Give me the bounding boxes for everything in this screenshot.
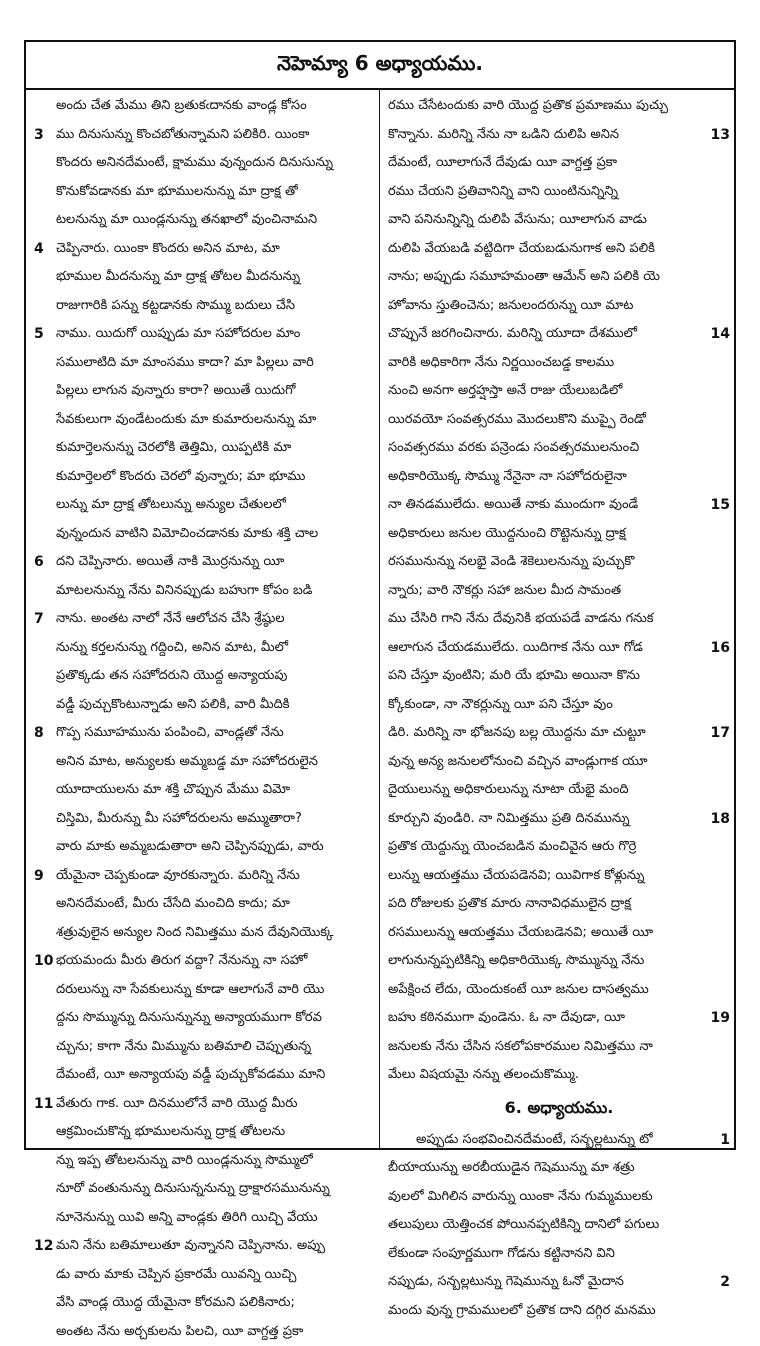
line-text: అంతట నేను అర్చకులను పిలచి, యీ వాగ్దత్త ప్రకా xyxy=(56,1324,303,1339)
line-text: యూదాయులను మా శక్తి చొప్పున మేము విమో xyxy=(56,782,290,797)
text-line xyxy=(34,1261,370,1290)
line-text: వేతురు గాక. యీ దినములోనే వారి యొద్ద మీరు xyxy=(56,1096,297,1111)
line-text: అధికారులు జనుల యొద్దనుంచి రొట్టెనున్ను ద్రాక్ష xyxy=(388,526,626,541)
line-text: లాగునున్నప్పటికిన్ని అధికారియొక్క సొమ్మున్ను నేను xyxy=(388,953,644,968)
verse-number: 1 xyxy=(720,1126,730,1155)
line-text: అధికారియొక్క సొమ్ము నేనైనా నా సహోదరులైనా xyxy=(388,469,627,484)
text-line xyxy=(34,377,370,406)
line-text: వున్న అన్య జనులలోనుంచి వచ్చిన వాండ్లుగాక యూ xyxy=(388,754,648,769)
verse-number: 8 xyxy=(34,719,44,748)
line-text: సములాటిది మా మాంసము కాదా? మా పిల్లలు వారి xyxy=(56,355,314,370)
text-line xyxy=(388,605,730,634)
text-line xyxy=(388,548,730,577)
text-line xyxy=(34,833,370,862)
verse-number: 5 xyxy=(34,320,44,349)
text-line xyxy=(388,1061,730,1090)
line-text: రాజుగారికి పన్ను కట్టడానకు సొమ్ము బదులు చేసి xyxy=(56,298,295,313)
verse-number: 19 xyxy=(711,1004,730,1033)
scripture-page xyxy=(24,40,736,1150)
line-text: శత్రువులైన అన్యుల నింద నిమిత్తము మన దేవునియొక్క xyxy=(56,925,333,940)
right-column xyxy=(388,92,730,1140)
text-line xyxy=(388,463,730,492)
line-text: అప్పుడు సంభవించినదేమంటే, సన్బల్లటున్ను టో xyxy=(416,1132,653,1147)
line-text: న్ను ఇప్ప తోటలనున్ను వారి యిండ్లనున్ను సొమ్ములో xyxy=(56,1153,313,1168)
text-line xyxy=(388,719,730,748)
text-line xyxy=(34,662,370,691)
text-line xyxy=(388,178,730,207)
text-line xyxy=(34,548,370,577)
text-line xyxy=(34,121,370,150)
line-text: దని చెప్పినారు. అయితే నాకి మొర్రనున్ను యీ xyxy=(56,554,284,569)
line-text: చెప్పినారు. యింకా కొందరు అనిన మాట, మా xyxy=(56,241,280,256)
line-text: నా తినడములేదు. అయితే నాకు ముందుగా వుండే xyxy=(388,497,638,512)
verse-number: 11 xyxy=(34,1090,53,1119)
verse-number: 10 xyxy=(34,947,53,976)
line-text: యిరవయో సంవత్సరము మొదలుకొని ముప్పై రెండో xyxy=(388,412,646,427)
text-line xyxy=(34,776,370,805)
text-line xyxy=(388,776,730,805)
text-line xyxy=(388,434,730,463)
line-text: భయమందు మీరు తిరుగ వద్దా? నేనున్ను నా సహో xyxy=(56,953,307,968)
line-text: నూనెనున్ను యివి అన్ని వాండ్లకు తిరిగి యిచ్చి వేయు xyxy=(56,1210,318,1225)
text-line xyxy=(388,577,730,606)
text-line xyxy=(34,605,370,634)
text-line xyxy=(388,862,730,891)
text-line xyxy=(388,92,730,121)
line-text: నాము. యిదుగో యిప్పుడు మా సహోదరుల మాం xyxy=(56,326,300,341)
text-line xyxy=(388,406,730,435)
line-text: బీయాయున్ను అరబీయుడైన గెషెమున్ను మా శత్రు xyxy=(388,1160,635,1175)
line-text: బహు కఠినముగా వుండెను. ఓ నా దేవుడా, యీ xyxy=(388,1010,625,1025)
section-heading xyxy=(388,1090,730,1126)
line-text: వున్నందున వాటిని విమోచించడానకు మాకు శక్తి చాల xyxy=(56,526,318,541)
line-text: నున్ను కర్తలనున్ను గద్దించి, అనిన మాట, మీలో xyxy=(56,640,288,655)
verse-number: 2 xyxy=(720,1268,730,1297)
line-text: ప్రతొక్కడు తన సహోదరుని యొద్ద అన్యాయపు xyxy=(56,668,287,683)
text-line xyxy=(388,1033,730,1062)
text-line xyxy=(34,463,370,492)
verse-number: 3 xyxy=(34,121,44,150)
line-text: వాని పనినున్నిన్ని దులిపి వేసును; యీలాగున వాడు xyxy=(388,212,647,227)
line-text: నప్పుడు, సన్బల్లటున్ను గెషెమున్ను ఓనో మైదాన xyxy=(388,1274,624,1289)
verse-number: 15 xyxy=(711,491,730,520)
verse-number: 7 xyxy=(34,605,44,634)
text-line xyxy=(388,206,730,235)
text-line xyxy=(34,320,370,349)
line-text: రము చేసేటందుకు వారి యొద్ద ప్రతొక ప్రమాణము పుచ్చు xyxy=(388,98,668,113)
line-text: డు వారు మాకు చెప్పిన ప్రకారమే యివన్ని యిచ్చి xyxy=(56,1267,296,1282)
text-line xyxy=(34,292,370,321)
verse-number: 6 xyxy=(34,548,44,577)
line-text: క్కోకుండా, నా నౌకర్లున్ను యీ పని చేస్తూ వుం xyxy=(388,697,613,712)
text-line xyxy=(388,377,730,406)
line-text: టలనున్ను మా యిండ్లనున్ను తనఖాలో వుంచినామని xyxy=(56,212,317,227)
line-text: మని నేను బతిమాలుతూ వున్నానని చెప్పినాను. అప్పు xyxy=(56,1238,325,1253)
text-line xyxy=(388,235,730,264)
line-text: నాను. అంతట నాలో నేనే ఆలోచన చేసి శ్రేష్ఠుల xyxy=(56,611,285,626)
text-line xyxy=(34,263,370,292)
line-text: పిల్లలు లాగున వున్నారు కారా? అయితే యిదుగో xyxy=(56,383,295,398)
text-line xyxy=(388,1268,730,1297)
text-line xyxy=(388,919,730,948)
line-text: లేకుండా సంపూర్ణముగా గోడను కట్టినానని విని xyxy=(388,1246,615,1261)
line-text: కూర్చుని వుండిరి. నా నిమిత్తము ప్రతి దినమున్ను xyxy=(388,811,629,826)
line-text: ప్రతొక యెద్దున్ను యెంచబడిన మంచివైన ఆరు గొర్రె xyxy=(388,839,636,854)
line-text: వడ్డీ పుచ్చుకొంటున్నాడు అని పలికి, వారి మీదికి xyxy=(56,697,290,712)
text-line xyxy=(34,805,370,834)
text-line xyxy=(34,178,370,207)
line-text: ఆక్రమించుకొన్న భూములనున్ను ద్రాక్ష తోటలను xyxy=(56,1124,285,1139)
text-line xyxy=(34,577,370,606)
text-line xyxy=(388,634,730,663)
text-line xyxy=(34,976,370,1005)
verse-number: 9 xyxy=(34,862,44,891)
line-text: వారు మాకు అమ్మబడుతారా అని చెప్పినప్పుడు, వారు xyxy=(56,839,324,854)
text-line xyxy=(388,976,730,1005)
line-text: పది రోజులకు ప్రతొక మారు నానావిధములైన ద్రాక్ష xyxy=(388,896,631,911)
text-line xyxy=(34,719,370,748)
text-line xyxy=(34,1289,370,1318)
column-divider xyxy=(379,88,380,1148)
verse-number: 13 xyxy=(711,121,730,150)
verse-number: 14 xyxy=(711,320,730,349)
line-text: వులలో మిగిలిన వారున్ను యింకా నేను గుమ్మములకు xyxy=(388,1189,653,1204)
line-text: గొప్ప సమూహమును పంపించి, వాండ్లతో నేను xyxy=(56,725,284,740)
line-text: దరులున్ను నా సేవకులున్ను కూడా ఆలాగునే వారి యొ xyxy=(56,982,324,997)
line-text: తలుపులు యెత్తించక పోయినప్పటికిన్ని దానిలో పగులు xyxy=(388,1217,659,1232)
line-text: 6. అధ్యాయము. xyxy=(505,1098,614,1117)
text-line xyxy=(388,349,730,378)
verse-number: 12 xyxy=(34,1232,53,1261)
line-text: న్నారు; వారి నౌకర్లు సహా జనుల మీద సామంత xyxy=(388,583,621,598)
line-text: నూరో వంతునున్ను దినుసున్ననున్ను ద్రాక్షారసమునున్ను xyxy=(56,1181,330,1196)
text-line xyxy=(34,520,370,549)
text-line xyxy=(388,947,730,976)
text-line xyxy=(388,662,730,691)
line-text: దైయులున్ను అధికారులున్ను నూటా యేభై మంది xyxy=(388,782,629,797)
text-line xyxy=(34,1061,370,1090)
verse-number: 16 xyxy=(711,634,730,663)
text-line xyxy=(34,1175,370,1204)
text-line xyxy=(388,491,730,520)
verse-number: 18 xyxy=(711,805,730,834)
text-line xyxy=(388,1154,730,1183)
line-text: చ్చును; కాగా నేను మిమ్మును బతిమాలి చెప్పుతున్న xyxy=(56,1039,311,1054)
text-line xyxy=(34,1004,370,1033)
line-text: పని చేస్తూ వుంటిని; మరి యే భూమి అయినా కొను xyxy=(388,668,640,683)
text-line xyxy=(34,1147,370,1176)
text-line xyxy=(34,919,370,948)
line-text: నాను; అప్పుడు సమూహమంతా ఆమేన్ అని పలికి యె xyxy=(388,269,660,284)
text-line xyxy=(34,1204,370,1233)
text-line xyxy=(34,1318,370,1346)
text-line xyxy=(388,691,730,720)
text-line xyxy=(388,805,730,834)
text-line xyxy=(34,92,370,121)
text-line xyxy=(34,947,370,976)
line-text: కుమార్తెలలో కొందరు చెరలో వున్నారు; మా భూము xyxy=(56,469,305,484)
line-text: చొప్పునే జరగించినారు. మరిన్ని యూదా దేశములో xyxy=(388,326,637,341)
line-text: రసమునున్ను నలభై వెండి శెకెలులనున్ను పుచ్చుకొ xyxy=(388,554,634,569)
text-line xyxy=(34,206,370,235)
line-text: సేవకులుగా వుండేటందుకు మా కుమారులనున్ను మా xyxy=(56,412,316,427)
text-line xyxy=(388,1297,730,1326)
line-text: ఆలాగున చేయడములేదు. యిదిగాక నేను యీ గోడ xyxy=(388,640,643,655)
text-line xyxy=(388,890,730,919)
text-line xyxy=(34,349,370,378)
text-line xyxy=(34,434,370,463)
line-text: అపేక్షించ లేదు, యెందుకంటే యీ జనుల దాసత్వము xyxy=(388,982,649,997)
verse-number: 4 xyxy=(34,235,44,264)
text-line xyxy=(34,748,370,777)
text-line xyxy=(388,320,730,349)
line-text: కొనుకోవడానకు మా భూములనున్ను మా ద్రాక్ష తో xyxy=(56,184,298,199)
line-text: హోవాను స్తుతించెను; జనులందరున్ను యీ మాట xyxy=(388,298,633,313)
line-text: అందు చేత మేము తిని బ్రతుకఁదానకు వాండ్ల కోసం xyxy=(56,98,307,113)
line-text: దులిపి వేయబడి వట్టిదిగా చేయబడునుగాక అని పలికి xyxy=(388,241,655,256)
text-line xyxy=(388,748,730,777)
text-line xyxy=(388,263,730,292)
text-line xyxy=(34,890,370,919)
line-text: అనిన మాట, అన్యులకు అమ్మబడ్డ మా సహోదరులైన xyxy=(56,754,318,769)
chapter-title: నెహెమ్యా 6 అధ్యాయము. xyxy=(277,51,483,80)
line-text: డిరి. మరిన్ని నా భోజనపు బల్ల యొద్దను మా చుట్టూ xyxy=(388,725,646,740)
line-text: రము చేయని ప్రతివానిన్ని వాని యింటినున్నిన్ని xyxy=(388,184,618,199)
text-line xyxy=(34,1232,370,1261)
line-text: యేమైనా చెప్పకుండా వూరకున్నారు. మరిన్ని నేను xyxy=(56,868,300,883)
line-text: అనినదేమంటే, మీరు చేసేది మంచిది కాదు; మా xyxy=(56,896,290,911)
text-line xyxy=(34,634,370,663)
text-line xyxy=(34,235,370,264)
text-line xyxy=(34,406,370,435)
line-text: ము దినుసున్ను కొంచబోతున్నామని పలికిరి. యింకా xyxy=(56,127,309,142)
text-line xyxy=(388,833,730,862)
text-line xyxy=(388,1126,730,1155)
text-line xyxy=(34,691,370,720)
chapter-header xyxy=(26,42,734,90)
line-text: మందు వున్న గ్రామములలో ప్రతొక దాని దగ్గిర మనము xyxy=(388,1303,656,1318)
text-line xyxy=(388,1004,730,1033)
line-text: లున్ను మా ద్రాక్ష తోటలున్ను అన్యుల చేతులలో xyxy=(56,497,286,512)
line-text: చిస్తిమి, మీరున్ను మీ సహోదరులను అమ్ముతారా? xyxy=(56,811,302,826)
text-line xyxy=(388,1211,730,1240)
text-line xyxy=(388,292,730,321)
left-column xyxy=(34,92,370,1140)
line-text: దేమంటే, యీలాగునే దేవుడు యీ వాగ్దత్త ప్రకా xyxy=(388,155,617,170)
text-line xyxy=(34,862,370,891)
text-line xyxy=(34,1118,370,1147)
line-text: సంవత్సరము వరకు పన్రెండు సంవత్సరములనుంచి xyxy=(388,440,639,455)
line-text: భూముల మీదనున్ను మా ద్రాక్ష తోటల మీదనున్ను xyxy=(56,269,300,284)
text-line xyxy=(388,149,730,178)
line-text: ము చేసిరి గాని నేను దేవునికి భయపడే వాడను గనుక xyxy=(388,611,654,626)
line-text: మేలు విషయమై నన్ను తలంచుకొమ్ము. xyxy=(388,1067,579,1082)
text-line xyxy=(34,1090,370,1119)
text-line xyxy=(388,520,730,549)
line-text: లున్ను ఆయత్తము చేయపడెనవి; యివిగాక కోళ్లున్ను xyxy=(388,868,644,883)
line-text: దేమంటే, యీ అన్యాయపు వడ్డీ పుచ్చుకోవడము మాని xyxy=(56,1067,325,1082)
text-line xyxy=(388,121,730,150)
line-text: నుంచి అనగా అర్తహ్షస్తా అనే రాజు యేలుబడిలో xyxy=(388,383,622,398)
line-text: కొందరు అనినదేమంటే, క్షామము వున్నందున దినుసున్ను xyxy=(56,155,333,170)
text-line xyxy=(34,491,370,520)
text-line xyxy=(34,149,370,178)
line-text: ద్దను సొమ్మున్ను దినుసున్నున్ను అన్యాయముగా కోరవ xyxy=(56,1010,322,1025)
line-text: కొన్నాను. మరిన్ని నేను నా ఒడిని దులిపి అనిన xyxy=(388,127,619,142)
line-text: వేసి వాండ్ల యొద్ద యేమైనా కోరమని పలికినారు; xyxy=(56,1295,295,1310)
text-line xyxy=(388,1183,730,1212)
text-line xyxy=(34,1033,370,1062)
line-text: కుమార్తెలనున్ను చెరలోకి తెత్తిమి, యిప్పటికి మా xyxy=(56,440,291,455)
text-line xyxy=(388,1240,730,1269)
line-text: వారికి అధికారిగా నేను నిర్ణయించబడ్డ కాలము xyxy=(388,355,614,370)
verse-number: 17 xyxy=(711,719,730,748)
line-text: జనులకు నేను చేసిన సకలోపకారముల నిమిత్తము నా xyxy=(388,1039,653,1054)
line-text: రసములున్ను ఆయత్తము చేయబడెనవి; అయితే యీ xyxy=(388,925,653,940)
line-text: మాటలనున్ను నేను వినినప్పుడు బహుగా కోపం బడి xyxy=(56,583,312,598)
